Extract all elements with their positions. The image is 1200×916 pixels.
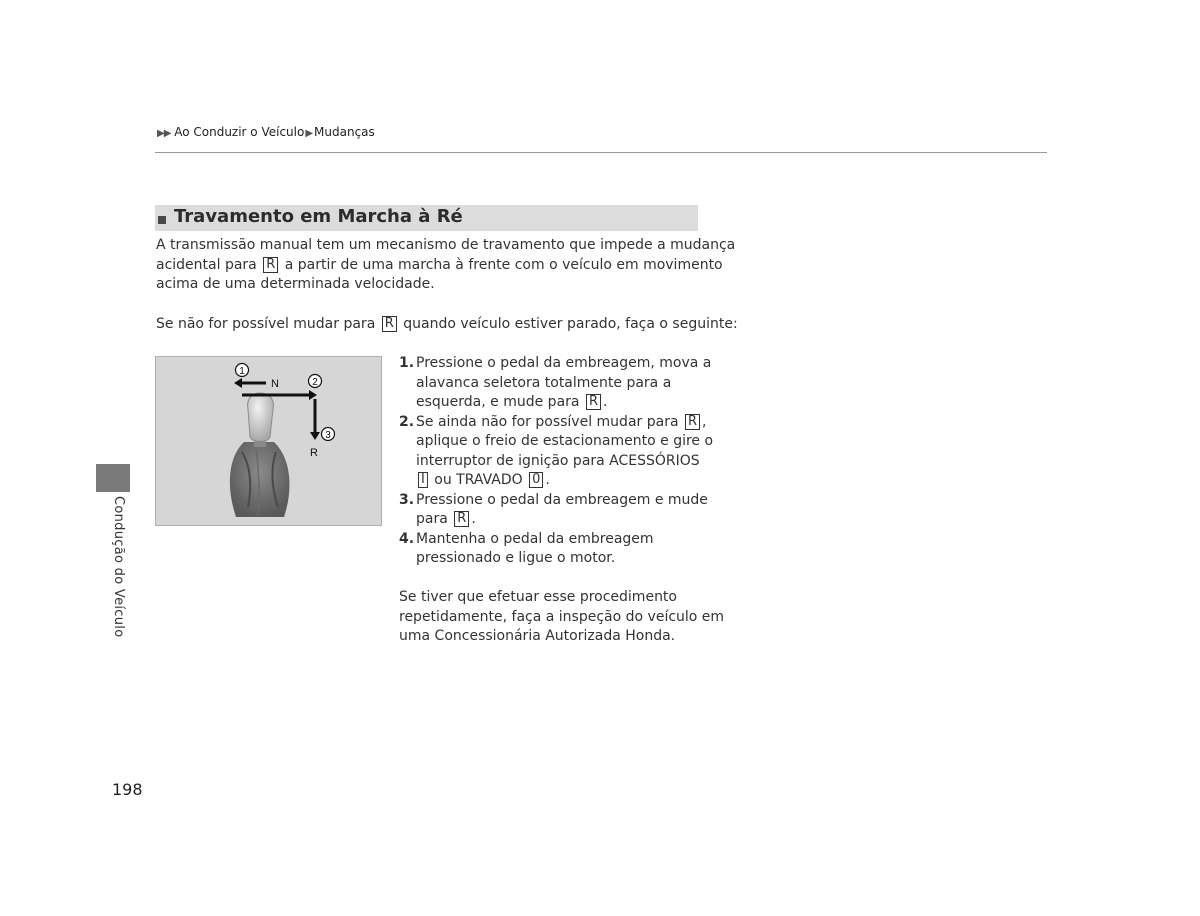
step-4: 4. Mantenha o pedal da embreagem pressionado e ligue o motor. — [399, 530, 654, 566]
key-0-icon: 0 — [529, 472, 543, 488]
step-1: 1. Pressione o pedal da embreagem, mova a alavanca seletora totalmente para a esquerda, e mude para R . — [399, 355, 712, 410]
step-3: 3. Pressione o pedal da embreagem e mude para R . — [399, 491, 708, 527]
figure-label-3: 3 — [325, 430, 331, 441]
procedure-steps — [399, 354, 713, 569]
chapter-label: Condução do Veículo — [111, 496, 126, 638]
intro-line-2: acidental para R a partir de uma marcha à frente com o veículo em movimento — [156, 256, 723, 273]
section-title: Travamento em Marcha à Ré — [174, 206, 463, 227]
note-paragraph: Se não for possível mudar para R quando veículo estiver parado, faça o seguinte: — [156, 316, 738, 332]
key-r-icon: R — [382, 316, 397, 332]
header-divider — [155, 152, 1047, 153]
gear-shift-illustration — [156, 357, 381, 525]
key-r-icon: R — [454, 511, 469, 527]
intro-line-3: acima de uma determinada velocidade. — [156, 276, 435, 293]
breadcrumb — [157, 125, 375, 139]
figure-label-1: 1 — [239, 366, 245, 377]
key-r-icon: R — [685, 414, 700, 430]
key-i-icon: I — [418, 472, 428, 488]
intro-paragraph — [156, 236, 735, 295]
chapter-tab — [96, 464, 130, 492]
intro-line-1: A transmissão manual tem um mecanismo de travamento que impede a mudança — [156, 237, 736, 253]
gear-shift-figure — [155, 356, 382, 526]
page-number: 198 — [112, 780, 143, 799]
key-r-icon: R — [586, 394, 601, 410]
closing-paragraph: Se tiver que efetuar esse procedimento repetidamente, faça a inspeção do veículo em uma Concessionária Autorizada Honda. — [399, 589, 725, 645]
breadcrumb-level-1[interactable]: Ao Conduzir o Veículo — [174, 125, 305, 139]
key-r-icon: R — [263, 257, 278, 273]
breadcrumb-separator-icon: ▶ — [305, 128, 314, 139]
section-square-icon — [158, 216, 166, 224]
step-2: 2. Se ainda não for possível mudar para R , aplique o freio de estacionamento e gire o interruptor de ignição para ACESSÓRIOS I ou TRAVADO 0 . — [399, 413, 714, 488]
figure-label-n: N — [271, 378, 279, 390]
figure-label-r: R — [310, 447, 318, 459]
breadcrumb-level-2[interactable]: Mudanças — [314, 125, 375, 139]
breadcrumb-arrow-icon: ▶▶ — [157, 128, 171, 139]
figure-label-2: 2 — [312, 377, 318, 388]
section-heading — [155, 205, 698, 231]
